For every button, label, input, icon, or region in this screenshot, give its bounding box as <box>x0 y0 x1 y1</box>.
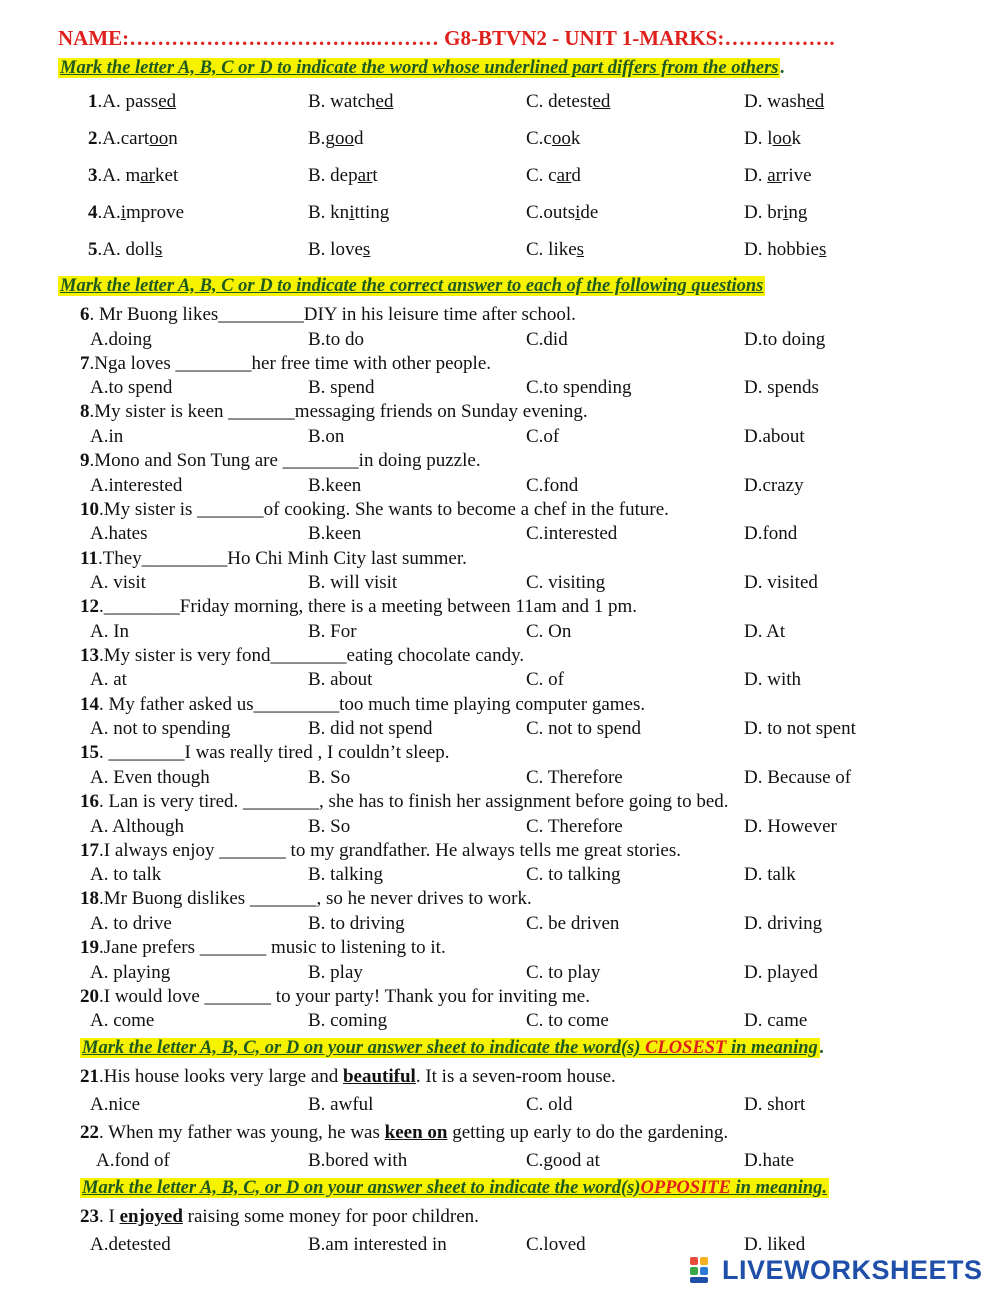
option-c[interactable]: C. visiting <box>526 572 606 593</box>
option-b[interactable]: B. did not spend <box>308 718 433 740</box>
option-b[interactable]: B. depart <box>308 165 378 186</box>
option-b[interactable]: B. talking <box>308 864 383 886</box>
underlined-part: ar <box>556 165 572 186</box>
option-b[interactable]: B.am interested in <box>308 1234 447 1255</box>
options-6 <box>0 329 1000 353</box>
option-d[interactable]: D. Because of <box>744 766 852 788</box>
option-a[interactable]: A. Although <box>90 815 184 837</box>
option-a[interactable]: A.nice <box>90 1094 141 1115</box>
question-20: 20.I would love _______ to your party! Thank you for inviting me. <box>80 985 590 1007</box>
option-c[interactable]: C. detested <box>526 91 611 112</box>
option-b[interactable]: B. coming <box>308 1010 388 1032</box>
question-17: 17.I always enjoy _______ to my grandfather. He always tells me great stories. <box>80 839 681 861</box>
option-c[interactable]: C. to talking <box>526 864 621 886</box>
underlined-part: ar <box>357 165 373 186</box>
option-c[interactable]: C.outside <box>526 202 599 223</box>
option-c[interactable]: C.to spending <box>526 377 632 399</box>
question-number: 2 <box>88 128 98 149</box>
question-8: 8.My sister is keen _______messaging friends on Sunday evening. <box>80 401 588 423</box>
question-19: 19.Jane prefers _______ music to listening to it. <box>80 937 446 959</box>
options-14 <box>0 718 1000 742</box>
options-22 <box>0 1150 1000 1174</box>
underlined-part: ed <box>806 91 825 112</box>
option-b[interactable]: B. play <box>308 961 363 983</box>
option-b[interactable]: B.on <box>308 425 345 447</box>
pron-row-1 <box>0 91 1000 115</box>
option-b[interactable]: B. loves <box>308 239 371 260</box>
options-13 <box>0 669 1000 693</box>
question-22: 22. When my father was young, he was keen on getting up early to do the gardening. <box>80 1122 729 1143</box>
question-number: 3 <box>88 165 98 186</box>
option-d[interactable]: D. with <box>744 669 801 691</box>
option-b[interactable]: B.keen <box>308 523 362 545</box>
underlined-part: oo <box>551 128 571 149</box>
options-10 <box>0 523 1000 547</box>
question-11: 11.They_________Ho Chi Minh City last summer. <box>80 547 467 569</box>
option-d[interactable]: D. spends <box>744 377 819 399</box>
question-number: 5 <box>88 239 98 260</box>
option-a[interactable]: A. not to spending <box>90 718 231 740</box>
option-c[interactable]: C.of <box>526 425 560 447</box>
option-a[interactable]: 5.A. dolls <box>88 239 163 260</box>
question-10: 10.My sister is _______of cooking. She wants to become a chef in the future. <box>80 498 669 520</box>
question-21: 21.His house looks very large and beautiful. It is a seven-room house. <box>80 1066 616 1087</box>
option-d[interactable]: D. hobbies <box>744 239 827 260</box>
pron-row-4 <box>0 202 1000 226</box>
option-c[interactable]: C. On <box>526 620 572 642</box>
option-b[interactable]: B. knitting <box>308 202 390 223</box>
question-23: 23. I enjoyed raising some money for poor children. <box>80 1206 479 1227</box>
question-18: 18.Mr Buong dislikes _______, so he never drives to work. <box>80 888 532 910</box>
option-d[interactable]: D. bring <box>744 202 808 223</box>
underlined-part: i <box>349 202 355 223</box>
worksheet-header: NAME:……………………………...……… G8-BTVN2 - UNIT 1-MARKS:……………. <box>58 26 835 50</box>
option-a[interactable]: A. at <box>90 669 127 691</box>
question-7: 7.Nga loves ________her free time with other people. <box>80 352 492 374</box>
option-d[interactable]: D.to doing <box>744 328 826 350</box>
options-8 <box>0 426 1000 450</box>
option-b[interactable]: B.keen <box>308 474 362 496</box>
liveworksheets-logo <box>690 1254 983 1286</box>
options-16 <box>0 816 1000 840</box>
option-c[interactable]: C. Therefore <box>526 766 623 788</box>
section4-instruction: Mark the letter A, B, C, or D on your answer sheet to indicate the word(s)OPPOSITE in meaning. <box>82 1178 828 1198</box>
question-14: 14. My father asked us_________too much time playing computer games. <box>80 693 646 715</box>
underlined-part: s <box>155 239 163 260</box>
option-a[interactable]: 4.A.improve <box>88 202 185 223</box>
option-d[interactable]: D. came <box>744 1010 808 1032</box>
option-a[interactable]: A. Even though <box>90 766 210 788</box>
option-a[interactable]: A. to talk <box>90 864 162 886</box>
underlined-part: s <box>362 239 371 260</box>
option-b[interactable]: B. to driving <box>308 912 405 934</box>
underlined-part: oo <box>772 128 792 149</box>
option-c[interactable]: C.did <box>526 328 568 350</box>
question-number: 4 <box>88 202 98 223</box>
option-d[interactable]: D. driving <box>744 912 823 934</box>
option-c[interactable]: C.fond <box>526 474 579 496</box>
option-c[interactable]: C. be driven <box>526 912 620 934</box>
pron-row-5 <box>0 239 1000 263</box>
section1-instruction: Mark the letter A, B, C or D to indicate the word whose underlined part differs from the others . <box>60 58 786 78</box>
option-c[interactable]: C.interested <box>526 523 618 545</box>
logo-icon <box>690 1257 718 1283</box>
option-a[interactable]: A.fond of <box>96 1150 170 1171</box>
pron-row-3 <box>0 165 1000 189</box>
option-a[interactable]: A. visit <box>90 572 146 593</box>
option-c[interactable]: C. not to spend <box>526 718 642 740</box>
question-12: 12.________Friday morning, there is a meeting between 11am and 1 pm. <box>80 596 638 618</box>
question-9: 9.Mono and Son Tung are ________in doing puzzle. <box>80 450 481 472</box>
option-b[interactable]: B. watched <box>308 91 394 112</box>
options-7 <box>0 377 1000 401</box>
options-18 <box>0 913 1000 937</box>
option-c[interactable]: C.loved <box>526 1234 586 1255</box>
option-c[interactable]: C. to play <box>526 961 601 983</box>
option-c[interactable]: C.good at <box>526 1150 600 1171</box>
option-a[interactable]: 2.A.cartoon <box>88 128 178 149</box>
underlined-part: oo <box>149 128 169 149</box>
options-15 <box>0 767 1000 791</box>
option-b[interactable]: B. awful <box>308 1094 374 1115</box>
option-b[interactable]: B.good <box>308 128 364 149</box>
option-d[interactable]: D. However <box>744 815 837 837</box>
option-d[interactable]: D.hate <box>744 1150 795 1171</box>
options-21 <box>0 1094 1000 1118</box>
option-b[interactable]: B. So <box>308 815 351 837</box>
underlined-part: s <box>576 239 585 260</box>
question-13: 13.My sister is very fond________eating chocolate candy. <box>80 644 525 666</box>
option-d[interactable]: D. short <box>744 1094 806 1115</box>
section3-instruction: Mark the letter A, B, C, or D on your answer sheet to indicate the word(s) CLOSEST in meaning . <box>82 1038 825 1058</box>
option-d[interactable]: D. visited <box>744 572 818 593</box>
option-c[interactable]: C. of <box>526 669 564 691</box>
option-d[interactable]: D. arrive <box>744 165 812 186</box>
underlined-part: ed <box>592 91 611 112</box>
option-d[interactable]: D.crazy <box>744 474 804 496</box>
underlined-part: i <box>120 202 127 223</box>
options-20 <box>0 1010 1000 1034</box>
section2-instruction: Mark the letter A, B, C or D to indicate the correct answer to each of the following questions <box>60 276 764 296</box>
option-d[interactable]: D.fond <box>744 523 798 545</box>
option-d[interactable]: D. washed <box>744 91 825 112</box>
option-d[interactable]: D. At <box>744 620 786 642</box>
option-a[interactable]: A.interested <box>90 474 183 496</box>
option-a[interactable]: A.hates <box>90 523 148 545</box>
option-b[interactable]: B.to do <box>308 328 364 350</box>
option-d[interactable]: D. to not spent <box>744 718 856 740</box>
option-d[interactable]: D. talk <box>744 864 796 886</box>
options-9 <box>0 475 1000 499</box>
option-c[interactable]: C. old <box>526 1094 573 1115</box>
option-c[interactable]: C.cook <box>526 128 581 149</box>
option-a[interactable]: A. come <box>90 1010 155 1032</box>
underlined-part: ed <box>158 91 177 112</box>
option-a[interactable]: A.doing <box>90 328 152 350</box>
option-b[interactable]: B.bored with <box>308 1150 408 1171</box>
pron-row-2 <box>0 128 1000 152</box>
option-a[interactable]: 1.A. passed <box>88 91 177 112</box>
underlined-part: s <box>818 239 827 260</box>
options-19 <box>0 962 1000 986</box>
logo-text: LIVEWORKSHEETS <box>722 1254 983 1285</box>
underlined-part: i <box>575 202 581 223</box>
option-a[interactable]: A.in <box>90 425 124 447</box>
option-c[interactable]: C. card <box>526 165 581 186</box>
underlined-part: ar <box>767 165 782 186</box>
option-b[interactable]: B. about <box>308 669 373 691</box>
option-d[interactable]: D. look <box>744 128 801 149</box>
options-12 <box>0 621 1000 645</box>
option-a[interactable]: A. In <box>90 620 130 642</box>
option-a[interactable]: A.detested <box>90 1234 171 1255</box>
option-b[interactable]: B. spend <box>308 377 375 399</box>
question-6: 6. Mr Buong likes_________DIY in his leisure time after school. <box>80 304 576 325</box>
option-d[interactable]: D. played <box>744 961 818 983</box>
underlined-part: oo <box>334 128 354 149</box>
option-b[interactable]: B. So <box>308 766 351 788</box>
option-d[interactable]: D. liked <box>744 1234 806 1255</box>
option-b[interactable]: B. will visit <box>308 572 398 593</box>
underlined-part: ar <box>140 165 156 186</box>
question-15: 15. ________I was really tired , I couldn’t sleep. <box>80 742 450 764</box>
option-a[interactable]: A. playing <box>90 961 171 983</box>
option-a[interactable]: A. to drive <box>90 912 172 934</box>
option-a[interactable]: 3.A. market <box>88 165 179 186</box>
question-16: 16. Lan is very tired. ________, she has to finish her assignment before going to bed. <box>80 791 729 812</box>
underlined-part: i <box>783 202 789 223</box>
underlined-part: ed <box>375 91 394 112</box>
option-c[interactable]: C. likes <box>526 239 585 260</box>
option-a[interactable]: A.to spend <box>90 377 173 399</box>
option-b[interactable]: B. For <box>308 620 357 642</box>
options-17 <box>0 864 1000 888</box>
options-11 <box>0 572 1000 596</box>
option-d[interactable]: D.about <box>744 425 805 447</box>
option-c[interactable]: C. to come <box>526 1010 609 1032</box>
option-c[interactable]: C. Therefore <box>526 815 623 837</box>
question-number: 1 <box>88 91 98 112</box>
